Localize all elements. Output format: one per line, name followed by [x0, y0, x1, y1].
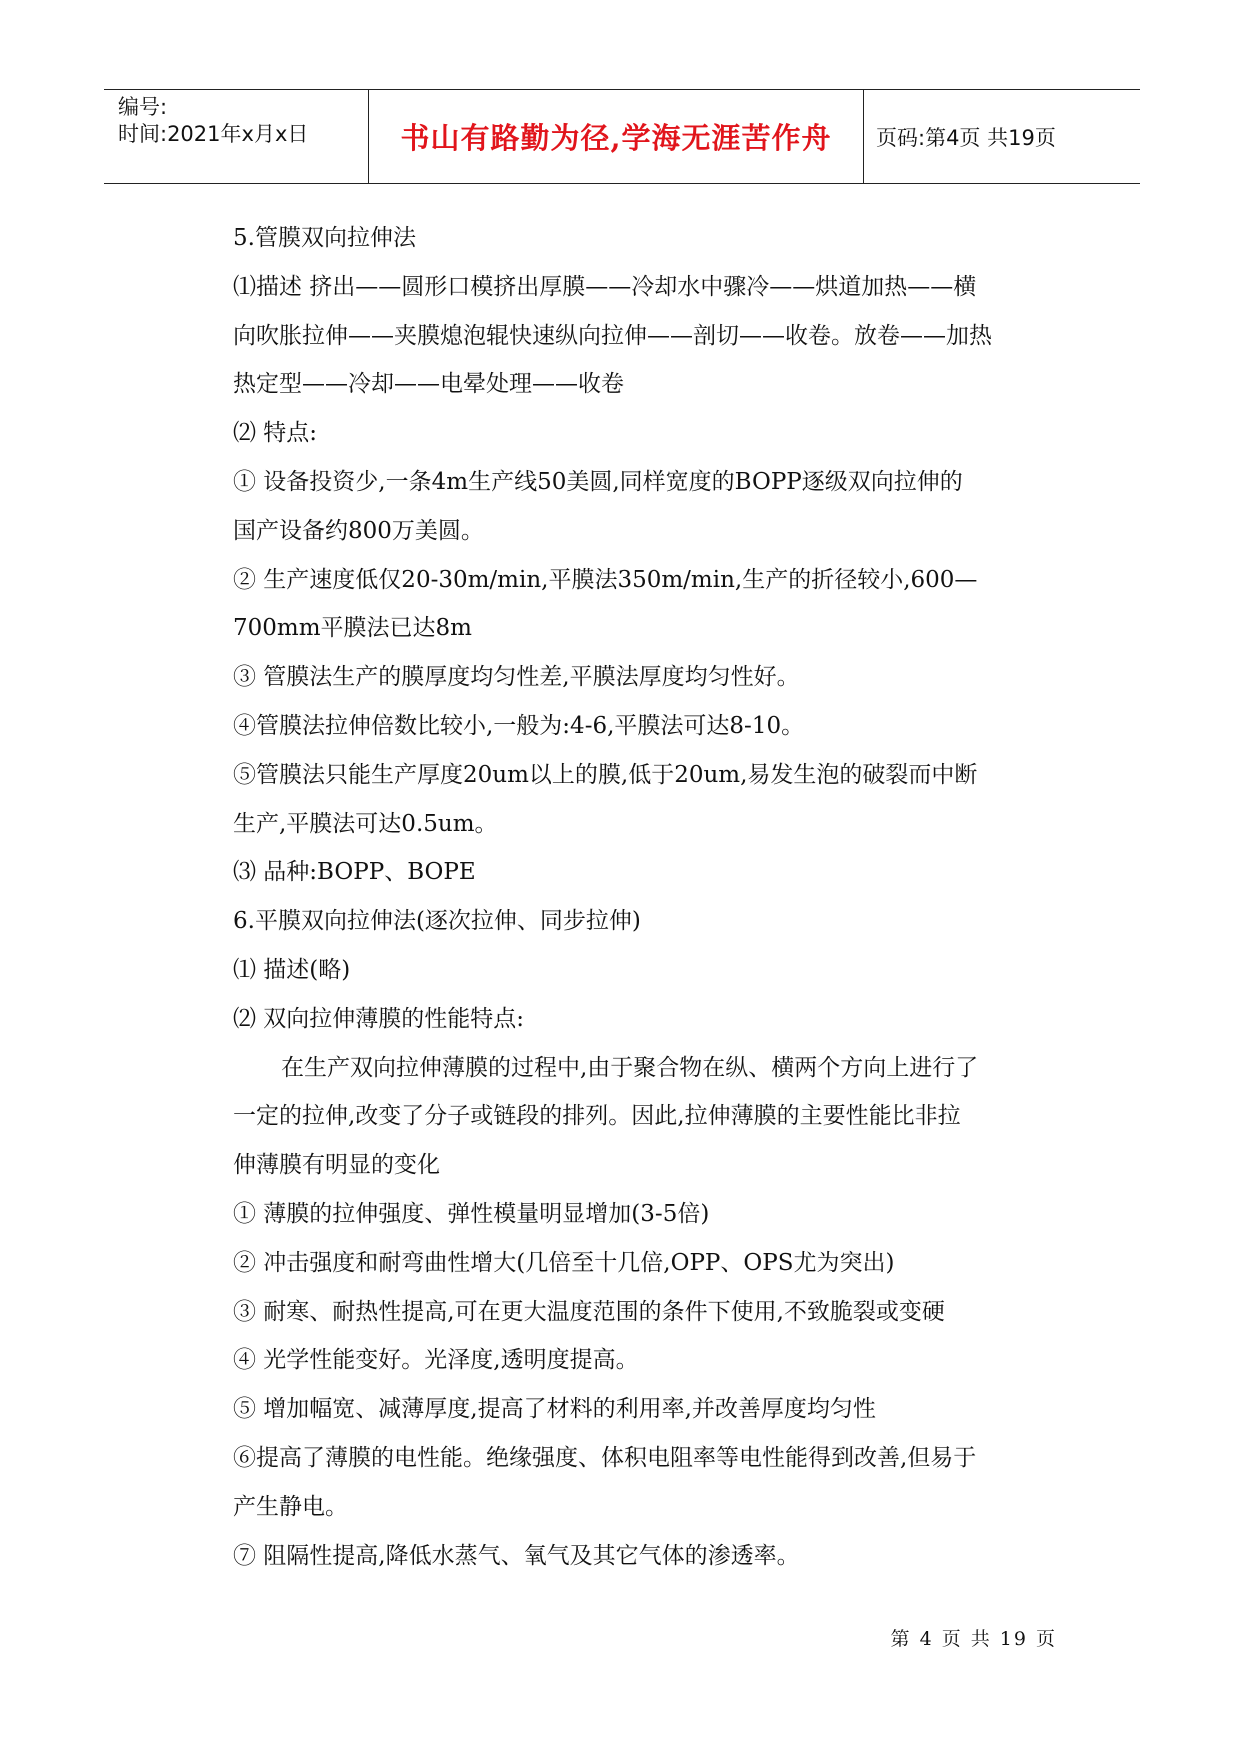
text-line: ④ 光学性能变好。光泽度,透明度提高。 [233, 1347, 639, 1374]
text-line: ③ 管膜法生产的膜厚度均匀性差,平膜法厚度均匀性好。 [233, 664, 800, 691]
time-label: 时间:2021年x月x日 [118, 122, 309, 146]
text-line: ④管膜法拉伸倍数比较小,一般为:4-6,平膜法可达8-10。 [233, 712, 805, 739]
text-line: ⑤ 增加幅宽、减薄厚度,提高了材料的利用率,并改善厚度均匀性 [233, 1396, 876, 1423]
section-heading: 5.管膜双向拉伸法 [233, 225, 416, 251]
document-header [104, 89, 1140, 184]
page-code: 页码:第4页 共19页 [876, 125, 1056, 150]
text-line: 一定的拉伸,改变了分子或链段的排列。因此,拉伸薄膜的主要性能比非拉 [233, 1103, 961, 1130]
header-page-cell [864, 90, 1140, 183]
text-line: ⑥提高了薄膜的电性能。绝缘强度、体积电阻率等电性能得到改善,但易于 [233, 1444, 977, 1471]
motto-text: 书山有路勤为径,学海无涯苦作舟 [400, 121, 832, 155]
text-line: ⑴描述 挤出——圆形口模挤出厚膜——冷却水中骤冷——烘道加热——横 [233, 273, 977, 300]
text-line: ⑤管膜法只能生产厚度20um以上的膜,低于20um,易发生泡的破裂而中断 [233, 761, 978, 788]
text-line: 国产设备约800万美圆。 [233, 517, 484, 544]
text-line: ① 薄膜的拉伸强度、弹性模量明显增加(3-5倍) [233, 1200, 710, 1227]
text-line: ⑵ 双向拉伸薄膜的性能特点: [233, 1005, 525, 1032]
text-line: 伸薄膜有明显的变化 [233, 1152, 440, 1179]
header-meta-cell [104, 90, 369, 183]
text-line: ② 冲击强度和耐弯曲性增大(几倍至十几倍,OPP、OPS尤为突出) [233, 1249, 895, 1276]
text-line: 向吹胀拉伸——夹膜熄泡辊快速纵向拉伸——剖切——收卷。放卷——加热 [233, 322, 992, 349]
text-line: ③ 耐寒、耐热性提高,可在更大温度范围的条件下使用,不致脆裂或变硬 [233, 1298, 945, 1325]
text-line: 700mm平膜法已达8m [233, 615, 472, 642]
text-line: ② 生产速度低仅20-30m/min,平膜法350m/min,生产的折径较小,600— [233, 566, 978, 593]
text-line: 产生静电。 [233, 1493, 348, 1520]
page-footer: 第 4 页 共 19 页 [890, 1628, 1057, 1650]
serial-number-label: 编号: [118, 95, 168, 119]
text-line: ① 设备投资少,一条4m生产线50美圆,同样宽度的BOPP逐级双向拉伸的 [233, 468, 963, 495]
text-line: ⑦ 阻隔性提高,降低水蒸气、氧气及其它气体的渗透率。 [233, 1542, 800, 1569]
header-motto-cell [369, 90, 864, 183]
text-line: 生产,平膜法可达0.5um。 [233, 810, 498, 837]
text-line: ⑴ 描述(略) [233, 956, 351, 983]
text-line: ⑶ 品种:BOPP、BOPE [233, 859, 476, 886]
section-heading: 6.平膜双向拉伸法(逐次拉伸、同步拉伸) [233, 908, 641, 935]
text-line: 热定型——冷却——电晕处理——收卷 [233, 371, 624, 398]
document-body [233, 214, 1068, 1580]
text-line: ⑵ 特点: [233, 420, 318, 447]
text-line: 在生产双向拉伸薄膜的过程中,由于聚合物在纵、横两个方向上进行了 [281, 1054, 979, 1081]
